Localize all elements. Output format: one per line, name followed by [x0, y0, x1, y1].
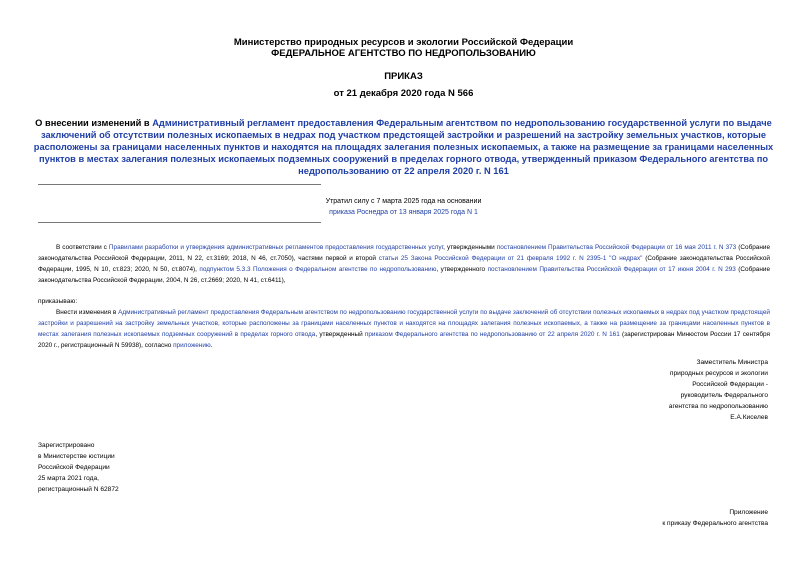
agency-name: ФЕДЕРАЛЬНОЕ АГЕНТСТВО ПО НЕДРОПОЛЬЗОВАНИЮ [271, 48, 536, 59]
signature-line: агентства по недропользованию [668, 403, 768, 410]
title-prefix: О внесении изменений в [35, 118, 153, 128]
signature-line: Заместитель Министра [696, 359, 768, 366]
signature-line: руководитель Федерального [680, 392, 768, 399]
registration-line: Зарегистрировано [38, 442, 95, 449]
divider-bottom [38, 222, 321, 223]
doc-date-number: от 21 декабря 2020 года N 566 [333, 88, 474, 99]
subparagraph-533-link[interactable]: подпунктом 5.3.3 Положения о Федеральном агентстве по недропользованию [199, 266, 437, 273]
signature-name: Е.А.Киселев [730, 414, 768, 421]
appendix-title: Приложение [729, 509, 768, 516]
signature-line: природных ресурсов и экологии [669, 370, 768, 377]
regulation-link[interactable]: Административный регламент предоставления Федеральным агентством по недропользованию государственной услуги по выдаче заключений об отсутствии полезных ископаемых в недрах под участком предстоящей застройки и разрешений на застройку земельных участков, которые расположены за границами населенных пунктов и находятся на площадях залегания полезных ископаемых, а также на размещение за границами населенных пунктов в местах залегания полезных ископаемых подземных сооружений в пределах горного отвода [38, 309, 770, 338]
status-line: Утратил силу с 7 марта 2025 года на основании [325, 198, 482, 205]
divider-top [38, 184, 321, 185]
body-paragraph: Внести изменения в Административный регламент предоставления Федеральным агентством по недропользованию государственной услуги по выдаче заключений об отсутствии полезных ископаемых в недрах под участком предстоящей застройки и разрешений на застройку земельных участков, которые расположены за границами населенных пунктов и находятся на площадях залегания полезных ископаемых, а также на размещение за границами населенных пунктов в местах залегания полезных ископаемых подземных сооружений в пределах горного отвода, утвержденный приказом Федерального агентства по недропользованию от 22 апреля 2020 г. N 161 (зарегистрирован Минюстом России 17 сентября 2020 г., регистрационный N 59938), согласно приложению. [38, 309, 770, 349]
ministry-name: Министерство природных ресурсов и экологии Российской Федерации [233, 37, 574, 48]
doc-title [28, 117, 779, 177]
doc-type: ПРИКАЗ [384, 71, 423, 82]
law-article-25-link[interactable]: статьи 25 Закона Российской Федерации от 21 февраля 1992 г. N 2395-1 "О недрах" [378, 255, 643, 262]
resolution-373-link[interactable]: постановлением Правительства Российской Федерации от 16 мая 2011 г. N 373 [496, 244, 737, 251]
title-regulation-link[interactable]: Административный регламент предоставления Федеральным агентством по недропользованию государственной услуги по выдаче заключений об отсутствии полезных ископаемых в недрах под участком предстоящей застройки и разрешений на застройку земельных участков, которые расположены за границами населенных пунктов и находятся на площадях залегания полезных ископаемых, а также на размещение за границами населенных пунктов в местах залегания полезных ископаемых подземных сооружений в пределах горного отвода, утвержденный приказом Федерального агентства по недропользованию от 22 апреля 2020 г. N 161 [33, 118, 774, 176]
appendix-link[interactable]: приложению [173, 342, 211, 349]
registration-line: регистрационный N 62872 [38, 486, 119, 493]
order-161-link[interactable]: приказом Федерального агентства по недропользованию от 22 апреля 2020 г. N 161 [364, 331, 620, 338]
status-order-link[interactable]: приказа Роснедра от 13 января 2025 года N 1 [329, 209, 478, 216]
signature-block [620, 357, 768, 423]
registration-block [38, 440, 238, 495]
appendix-heading [560, 507, 768, 529]
signature-line: Российской Федерации - [692, 381, 768, 388]
resolution-293-link[interactable]: постановлением Правительства Российской Федерации от 17 июня 2004 г. N 293 [487, 266, 736, 273]
registration-line: Российской Федерации [38, 464, 110, 471]
appendix-subtitle: к приказу Федерального агентства [662, 520, 768, 527]
rules-link[interactable]: Правилами разработки и утверждения административных регламентов предоставления государственных услуг [108, 244, 444, 251]
registration-line: 25 марта 2021 года, [38, 475, 99, 482]
registration-line: в Министерстве юстиции [38, 453, 115, 460]
preamble-paragraph: В соответствии с Правилами разработки и утверждения административных регламентов предоставления государственных услуг, утвержденными постановлением Правительства Российской Федерации от 16 мая 2011 г. N 373 (Собрание законодательства Российской Федерации, 2011, N 22, ст.3169; 2018, N 46, ст.7050), частями первой и второй статьи 25 Закона Российской Федерации от 21 февраля 1992 г. N 2395-1 "О недрах" (Собрание законодательства Российской Федерации, 1995, N 10, ст.823; 2020, N 50, ст.8074), подпунктом 5.3.3 Положения о Федеральном агентстве по недропользованию, утвержденного постановлением Правительства Российской Федерации от 17 июня 2004 г. N 293 (Собрание законодательства Российской Федерации, 2004, N 26, ст.2669; 2020, N 41, ст.6411), [38, 244, 771, 284]
order-word: приказываю: [38, 298, 78, 305]
